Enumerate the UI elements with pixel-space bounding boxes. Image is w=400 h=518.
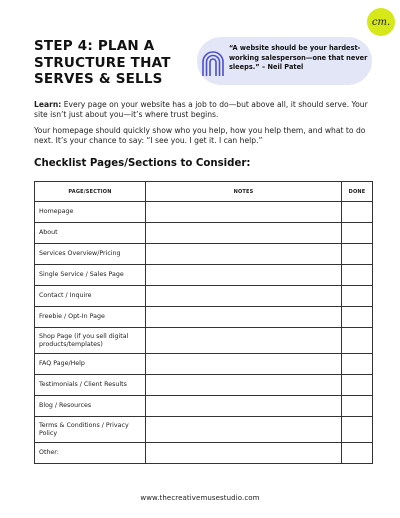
- page-section-cell: Single Service / Sales Page: [35, 265, 146, 286]
- notes-cell[interactable]: [146, 396, 342, 417]
- table-row: [35, 396, 373, 417]
- page-section-cell: Shop Page (if you sell digital products/templates): [35, 328, 146, 354]
- notes-cell[interactable]: [146, 354, 342, 375]
- table-header-row: [35, 182, 373, 202]
- header-page-section: PAGE/SECTION: [35, 182, 146, 202]
- page-section-cell: Testimonials / Client Results: [35, 375, 146, 396]
- notes-cell[interactable]: [146, 307, 342, 328]
- notes-cell[interactable]: [146, 375, 342, 396]
- done-cell[interactable]: [342, 202, 373, 223]
- done-cell[interactable]: [342, 417, 373, 443]
- table-row: [35, 223, 373, 244]
- table-row: [35, 202, 373, 223]
- done-cell[interactable]: [342, 244, 373, 265]
- homepage-paragraph: Your homepage should quickly show who you help, how you help them, and what to do next. It’s your chance to say: “I see you. I get it. I can help.”: [34, 126, 366, 145]
- title-line: STEP 4: PLAN A: [34, 38, 155, 54]
- done-cell[interactable]: [342, 286, 373, 307]
- page-section-cell: Services Overview/Pricing: [35, 244, 146, 265]
- notes-cell[interactable]: [146, 202, 342, 223]
- quote-line: “A website should be your hardest-: [229, 44, 361, 52]
- title-line: SERVES & SELLS: [34, 71, 163, 87]
- page-section-cell: Terms & Conditions / Privacy Policy: [35, 417, 146, 443]
- checklist-table: [34, 181, 373, 464]
- learn-text: Every page on your website has a job to do—but above all, it should serve. Your site isn’t just about you—it’s where trust begins.: [34, 100, 368, 119]
- page-section-cell: Blog / Resources: [35, 396, 146, 417]
- notes-cell[interactable]: [146, 328, 342, 354]
- quote-line: sleeps.” – Neil Patel: [229, 63, 304, 71]
- table-row: [35, 354, 373, 375]
- notes-cell[interactable]: [146, 244, 342, 265]
- page-section-cell: Contact / Inquire: [35, 286, 146, 307]
- notes-cell[interactable]: [146, 265, 342, 286]
- done-cell[interactable]: [342, 396, 373, 417]
- table-row: [35, 375, 373, 396]
- done-cell[interactable]: [342, 354, 373, 375]
- table-row: [35, 265, 373, 286]
- footer-url: www.thecreativemusestudio.com: [140, 494, 260, 502]
- title-line: STRUCTURE THAT: [34, 54, 171, 71]
- page-title: [34, 38, 194, 88]
- page-section-cell: Other:: [35, 443, 146, 464]
- table-row: [35, 286, 373, 307]
- page-section-cell: FAQ Page/Help: [35, 354, 146, 375]
- learn-paragraph: [34, 100, 374, 120]
- checklist-title: Checklist Pages/Sections to Consider:: [34, 158, 251, 169]
- quote-text: [229, 44, 369, 73]
- done-cell[interactable]: [342, 328, 373, 354]
- table-row: [35, 328, 373, 354]
- done-cell[interactable]: [342, 307, 373, 328]
- page-section-cell: Freebie / Opt-In Page: [35, 307, 146, 328]
- notes-cell[interactable]: [146, 286, 342, 307]
- quote-line: working salesperson—one that never: [229, 53, 368, 62]
- notes-cell[interactable]: [146, 417, 342, 443]
- table-row: [35, 417, 373, 443]
- brand-logo: [367, 8, 395, 36]
- logo-text: cm.: [371, 16, 391, 28]
- page-section-cell: About: [35, 223, 146, 244]
- done-cell[interactable]: [342, 223, 373, 244]
- rainbow-icon: [200, 47, 226, 77]
- table-row: [35, 307, 373, 328]
- table-row: [35, 443, 373, 464]
- notes-cell[interactable]: [146, 443, 342, 464]
- page-section-cell: Homepage: [35, 202, 146, 223]
- done-cell[interactable]: [342, 375, 373, 396]
- done-cell[interactable]: [342, 265, 373, 286]
- learn-label: Learn:: [34, 100, 62, 109]
- header-notes: NOTES: [146, 182, 342, 202]
- done-cell[interactable]: [342, 443, 373, 464]
- table-row: [35, 244, 373, 265]
- notes-cell[interactable]: [146, 223, 342, 244]
- header-done: DONE: [342, 182, 373, 202]
